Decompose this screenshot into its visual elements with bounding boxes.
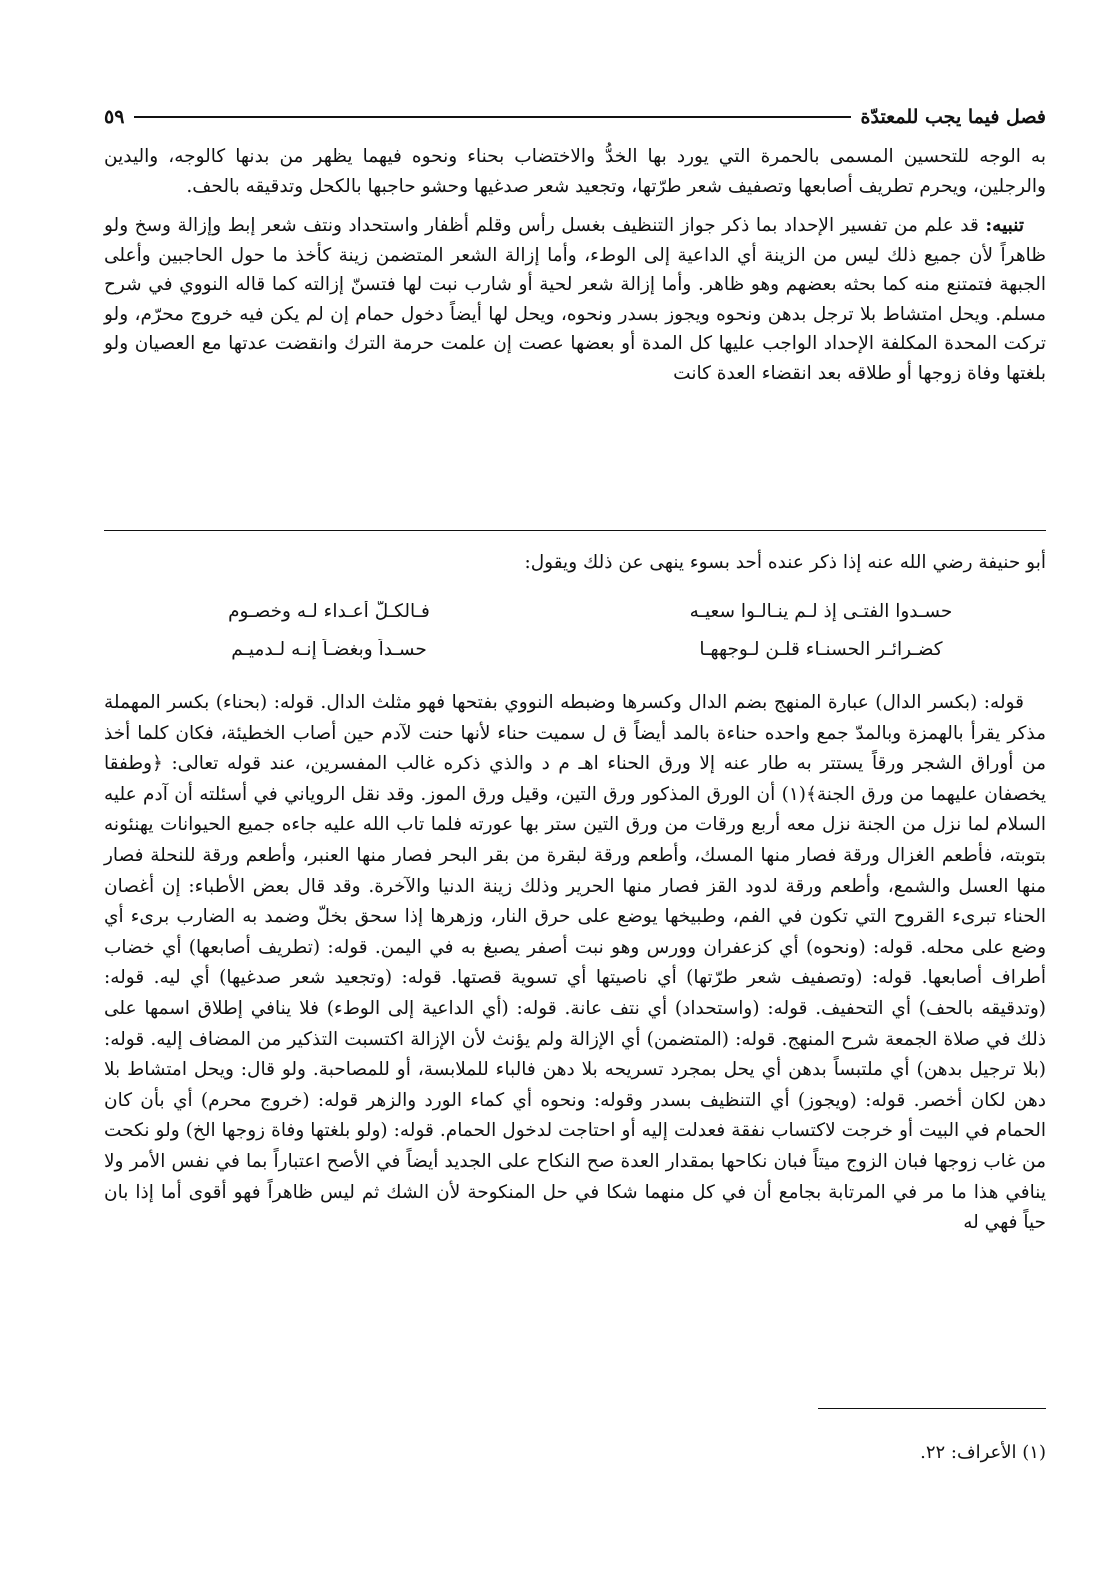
footnote-separator [818, 1408, 1046, 1409]
header-rule [134, 116, 850, 118]
verse-first-hemistich: كضـرائـر الحسنـاء قلـن لـوجههـا [699, 638, 943, 660]
text-separator [104, 530, 1046, 531]
footnote [104, 1442, 1046, 1463]
commentary-intro [104, 548, 1046, 578]
main-paragraph-2 [104, 211, 1046, 388]
main-text [104, 142, 1046, 388]
chapter-title: فصل فيما يجب للمعتدّة [860, 106, 1046, 128]
page-number: ٥٩ [104, 106, 125, 128]
main-paragraph-1: به الوجه للتحسين المسمى بالحمرة التي يورد بها الخدُّ والاختضاب بحناء ونحوه فيهما يظهر من بدنها كالوجه، واليدين والرجلين، ويحرم تطريف أصابعها وتصفيف شعر طرّتها، وتجعيد شعر صدغيها وحشو حاجبها بالكحل وتدقيقه بالحف. [104, 146, 1046, 197]
commentary-text [104, 688, 1046, 1239]
note-label: تنبيه: [985, 215, 1024, 236]
footnote-text: (١) الأعراف: ٢٢. [920, 1442, 1046, 1463]
poem-verse [104, 592, 1046, 630]
verse-second-hemistich: فـالكـلّ أعـداء لـه وخصـوم [228, 600, 430, 622]
verse-second-hemistich: حسـداً وبغضـاً إنـه لـدميـم [231, 638, 427, 660]
commentary-paragraph: قوله: (بكسر الدال) عبارة المنهج بضم الدال وكسرها وضبطه النووي بفتحها فهو مثلث الدال. قوله: (بحناء) بكسر المهملة مذكر يقرأ بالهمزة وبالمدّ جمع واحده حناءة بالمد أيضاً ق ل سميت حناء لأنها حنت لآدم حين أصاب الخطيئة، فكان كلما أخذ من أوراق الشجر ورقاً يستتر به طار عنه إلا ورق الحناء اهـ م د والذي ذكره غالب المفسرين، عند قوله تعالى: ﴿وطفقا يخصفان عليهما من ورق الجنة﴾(١) أن الورق المذكور ورق التين، وقيل ورق الموز. وقد نقل الروياني في أسئلته أن آدم عليه السلام لما نزل من الجنة نزل معه أربع ورقات من ورق التين ستر بها عورته فلما تاب الله عليه جاءه جميع الحيوانات يهنئونه بتوبته، فأطعم الغزال ورقة فصار منها المسك، وأطعم ورقة لبقرة من بقر البحر فصار منها العنبر، وأطعم ورقة للنحلة فصار منها العسل والشمع، وأطعم ورقة لدود القز فصار منها الحرير وذلك زينة الدنيا والآخرة. وقد قال بعض الأطباء: إن أغصان الحناء تبرىء القروح التي تكون في الفم، وطبيخها يوضع على حرق النار، وزهرها إذا سحق بخلّ وضمد به الضارب برىء أي وضع على محله. قوله: (ونحوه) أي كزعفران وورس وهو نبت أصفر يصبغ به في اليمن. قوله: (تطريف أصابعها) أي خضاب أطراف أصابعها. قوله: (وتصفيف شعر طرّتها) أي ناصيتها أي تسوية قصتها. قوله: (وتجعيد شعر صدغيها) أي ليه. قوله: (وتدقيقه بالحف) أي التحفيف. قوله: (واستحداد) أي نتف عانة. قوله: (أي الداعية إلى الوطء) فلا ينافي إطلاق اسمها على ذلك في صلاة الجمعة شرح المنهج. قوله: (المتضمن) أي الإزالة ولم يؤنث لأن الإزالة اكتسبت التذكير من المضاف إليه. قوله: (بلا ترجيل بدهن) أي ملتبساً بدهن أي يحل بمجرد تسريحه بلا دهن فالباء للملابسة، أو للمصاحبة. ولو قال: ويحل امتشاط بلا دهن لكان أخصر. قوله: (ويجوز) أي التنظيف بسدر وقوله: ونحوه أي كماء الورد والزهر قوله: (خروج محرم) أي بأن كان الحمام في البيت أو خرجت لاكتساب نفقة فعدلت إليه أو احتاجت لدخول الحمام. قوله: (ولو بلغتها وفاة زوجها الخ) ولو نكحت من غاب زوجها فبان الزوج ميتاً فبان نكاحها بمقدار العدة صح النكاح على الجديد أيضاً في الأصح اعتباراً بما في نفس الأمر ولا ينافي هذا ما مر في المرتابة بجامع أن في كل منهما شكا في حل المنكوحة لأن الشك ثم ليس ظاهراً فهو أقوى أما إذا بان حياً فهي له [104, 692, 1046, 1234]
poem-verse [104, 630, 1046, 668]
note-body: قد علم من تفسير الإحداد بما ذكر جواز التنظيف بغسل رأس وقلم أظفار واستحداد ونتف شعر إبط وإزالة وسخ ولو ظاهراً لأن جميع ذلك ليس من الزينة أي الداعية إلى الوطء، وأما إزالة الشعر المتضمن زينة كأخذ ما حول الحاجبين وأعلى الجبهة فتمتنع منه كما بحثه بعضهم وهو ظاهر. وأما إزالة شعر لحية أو شارب نبت لها فتسنّ إزالته كما قاله النووي في شرح مسلم. ويحل امتشاط بلا ترجل بدهن ونحوه ويجوز بسدر ونحوه، ويحل لها أيضاً دخول حمام إن لم يكن فيه خروج محرّم، ولو تركت المحدة المكلفة الإحداد الواجب عليها كل المدة أو بعضها عصت إن علمت حرمة الترك وانقضت عدتها مع العصيان ولو بلغتها وفاة زوجها أو طلاقه بعد انقضاء العدة كانت [104, 215, 1046, 384]
poem [104, 592, 1046, 668]
commentary-intro-line: أبو حنيفة رضي الله عنه إذا ذكر عنده أحد بسوء ينهى عن ذلك ويقول: [524, 552, 1046, 573]
running-header [104, 100, 1046, 134]
verse-first-hemistich: حسـدوا الفتـى إذ لـم ينـالـوا سعيـه [689, 600, 953, 622]
